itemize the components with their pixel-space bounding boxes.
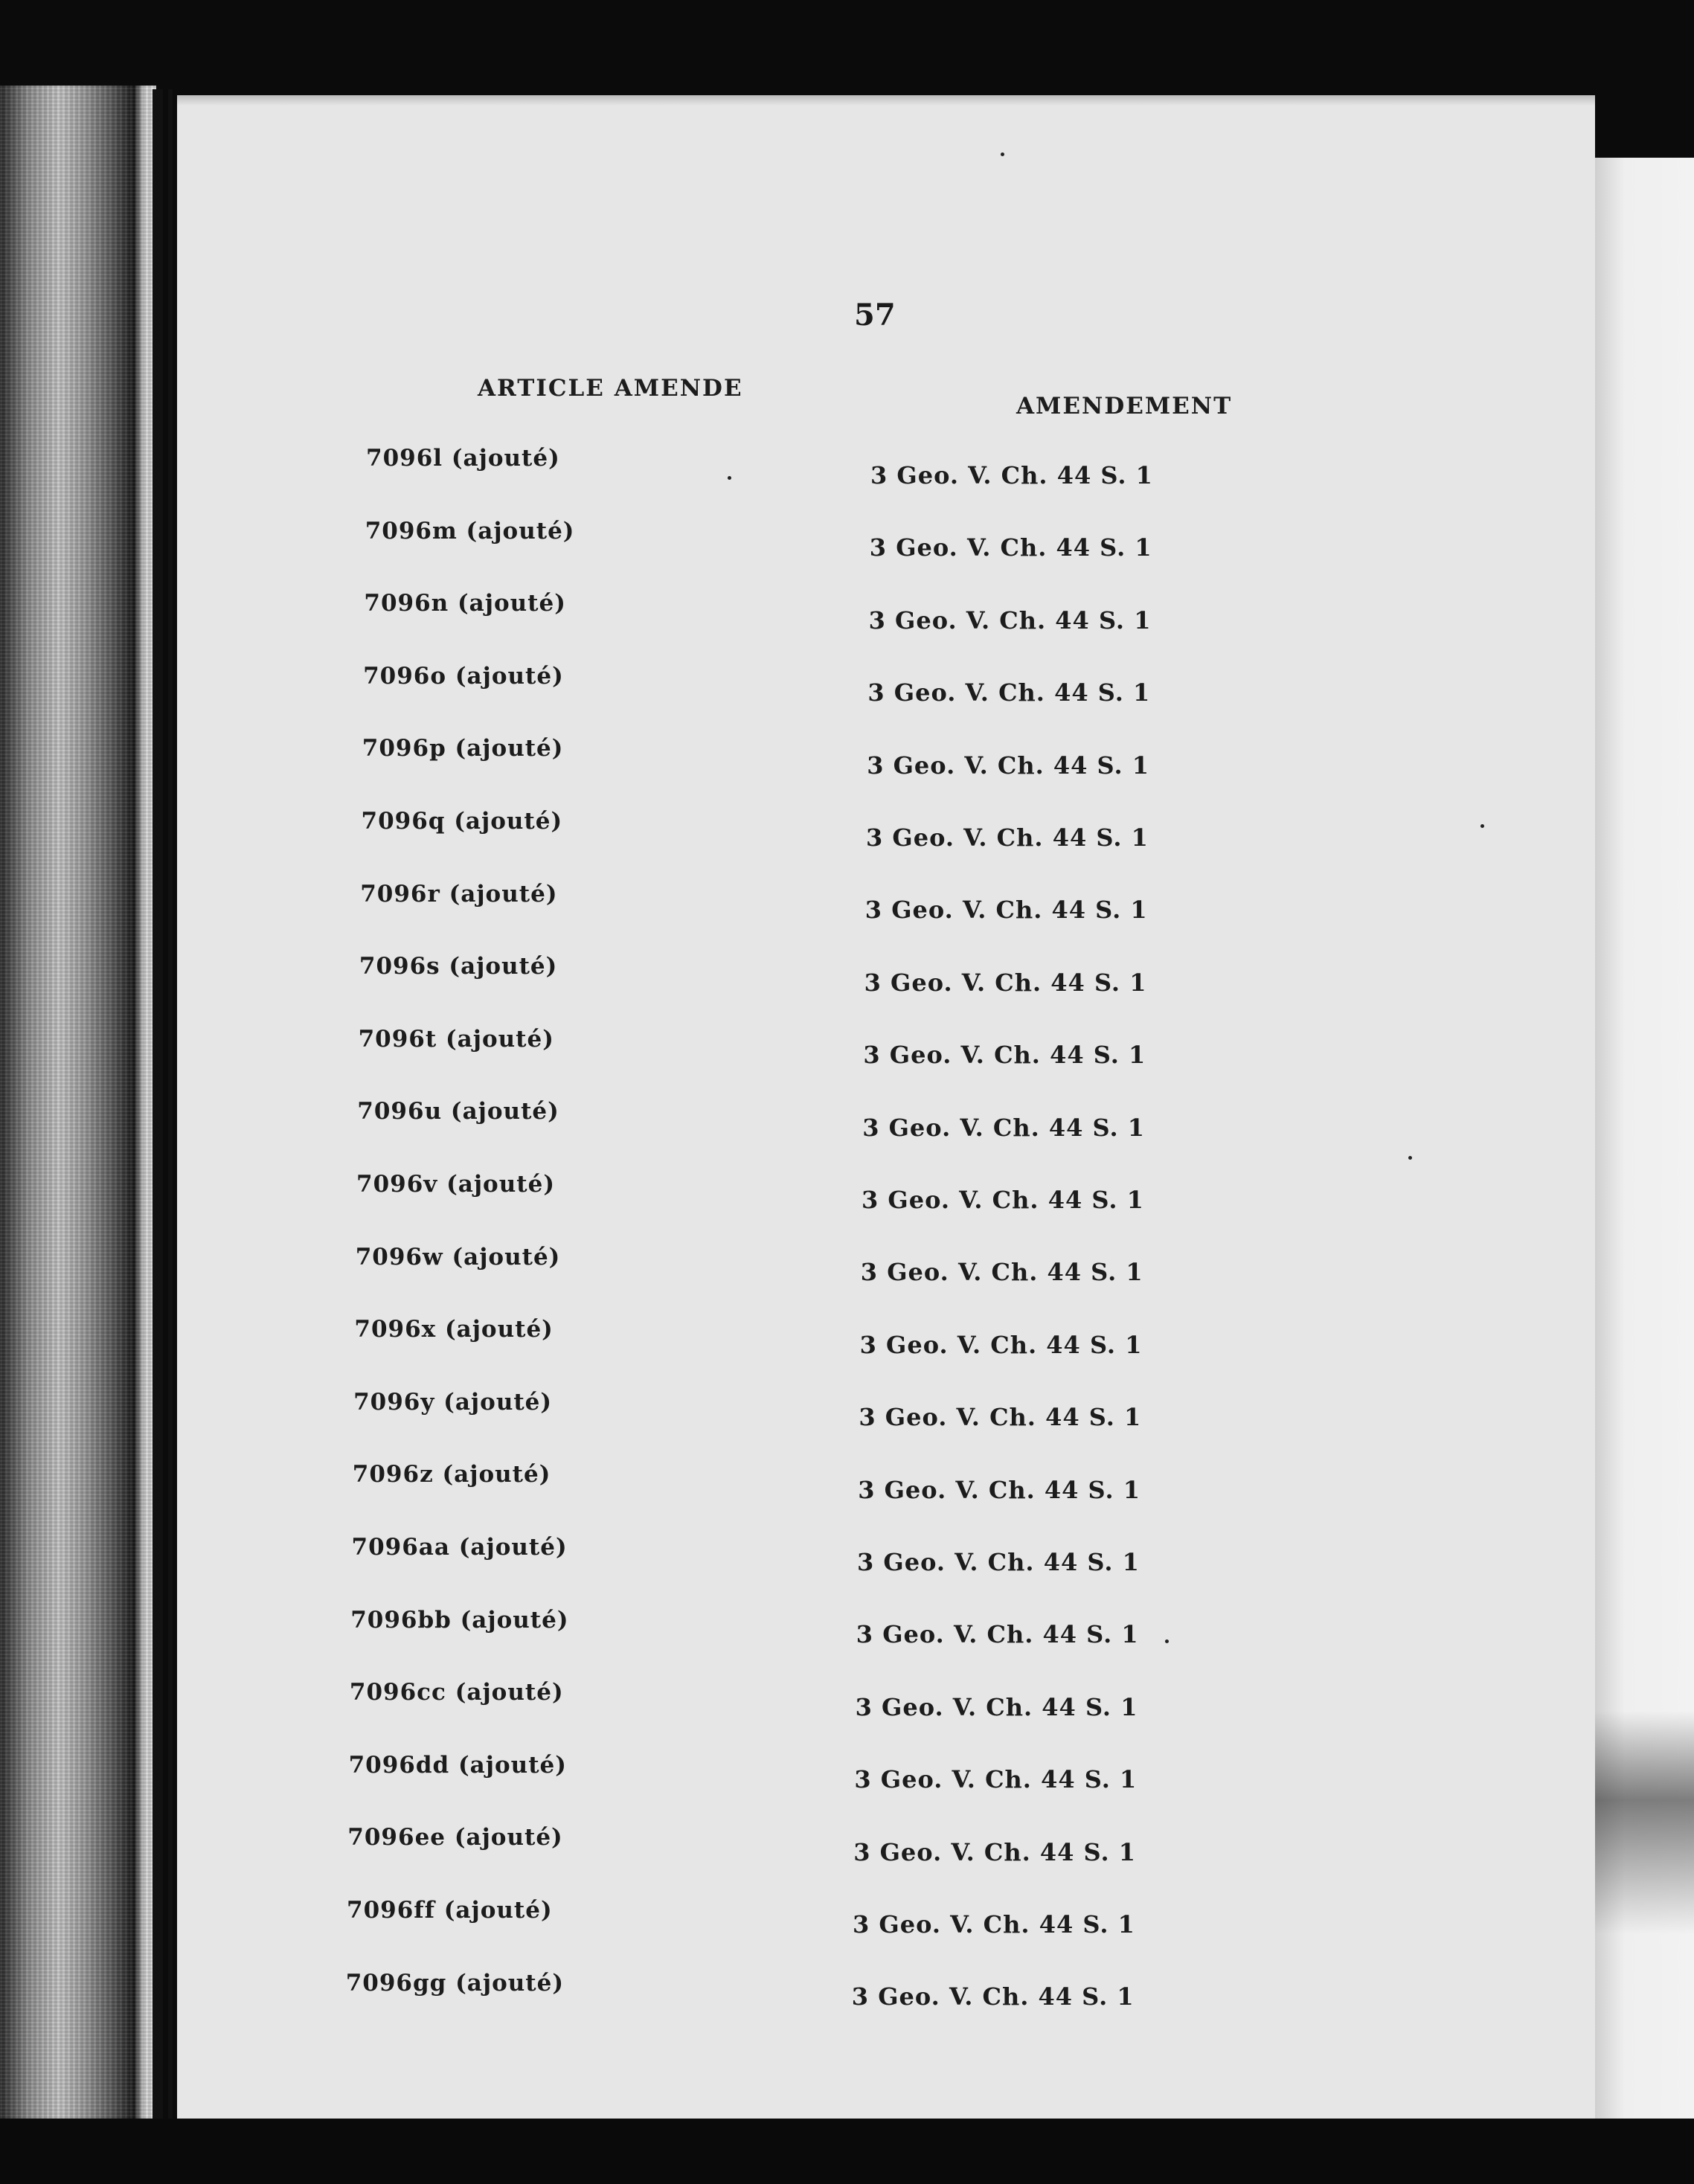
speck [1001, 152, 1004, 156]
page-number: 57 [854, 298, 896, 333]
article-cell: 7096o (ajouté) [363, 662, 564, 690]
article-cell: 7096s (ajouté) [359, 953, 558, 980]
spine-shadow [153, 89, 163, 2135]
article-cell: 7096y (ajouté) [353, 1388, 553, 1416]
amendment-cell: 3 Geo. V. Ch. 44 S. 1 [857, 1548, 1140, 1576]
amendment-cell: 3 Geo. V. Ch. 44 S. 1 [855, 1692, 1138, 1721]
book-edge [0, 86, 156, 2139]
amendment-cell: 3 Geo. V. Ch. 44 S. 1 [864, 968, 1147, 997]
amendment-cell: 3 Geo. V. Ch. 44 S. 1 [859, 1330, 1143, 1359]
article-cell: 7096n (ajouté) [364, 590, 566, 617]
amendment-cell: 3 Geo. V. Ch. 44 S. 1 [853, 1910, 1135, 1939]
article-cell: 7096q (ajouté) [361, 808, 563, 835]
speck [1165, 1639, 1169, 1643]
article-cell: 7096dd (ajouté) [348, 1751, 567, 1779]
amendment-cell: 3 Geo. V. Ch. 44 S. 1 [867, 751, 1150, 780]
amendment-cell: 3 Geo. V. Ch. 44 S. 1 [859, 1403, 1142, 1432]
amendment-cell: 3 Geo. V. Ch. 44 S. 1 [866, 823, 1149, 852]
article-cell: 7096p (ajouté) [362, 735, 564, 762]
amendment-cell: 3 Geo. V. Ch. 44 S. 1 [858, 1475, 1141, 1504]
article-cell: 7096gg (ajouté) [345, 1969, 565, 1997]
article-cell: 7096l (ajouté) [366, 445, 560, 472]
article-cell: 7096ee (ajouté) [347, 1824, 563, 1851]
amendment-cell: 3 Geo. V. Ch. 44 S. 1 [862, 1186, 1144, 1214]
amendment-cell: 3 Geo. V. Ch. 44 S. 1 [870, 461, 1153, 489]
facing-page-shadow [1595, 1711, 1694, 1934]
article-cell: 7096v (ajouté) [356, 1171, 555, 1198]
amendment-cell: 3 Geo. V. Ch. 44 S. 1 [856, 1620, 1139, 1649]
article-cell: 7096r (ajouté) [360, 880, 558, 908]
article-cell: 7096w (ajouté) [355, 1243, 561, 1271]
scan-bottom-edge [0, 2119, 1694, 2184]
amendment-cell: 3 Geo. V. Ch. 44 S. 1 [860, 1258, 1143, 1287]
amendment-cell: 3 Geo. V. Ch. 44 S. 1 [867, 678, 1151, 707]
speck [1408, 1156, 1412, 1160]
spine-shadow [168, 89, 173, 2135]
article-cell: 7096ff (ajouté) [347, 1897, 553, 1924]
amendment-cell: 3 Geo. V. Ch. 44 S. 1 [869, 533, 1152, 562]
amendment-cell: 3 Geo. V. Ch. 44 S. 1 [863, 1041, 1146, 1070]
page-top-shadow [177, 95, 1595, 106]
article-cell: 7096m (ajouté) [365, 517, 575, 545]
article-cell: 7096cc (ajouté) [349, 1679, 564, 1706]
amendment-cell: 3 Geo. V. Ch. 44 S. 1 [864, 896, 1148, 925]
amendment-cell: 3 Geo. V. Ch. 44 S. 1 [868, 606, 1152, 635]
article-cell: 7096t (ajouté) [358, 1025, 554, 1053]
header-article: ARTICLE AMENDE [478, 375, 743, 402]
amendment-cell: 3 Geo. V. Ch. 44 S. 1 [851, 1982, 1135, 2011]
header-amendment: AMENDEMENT [1016, 393, 1233, 420]
amendment-cell: 3 Geo. V. Ch. 44 S. 1 [862, 1113, 1146, 1142]
speck [1480, 824, 1484, 828]
article-cell: 7096u (ajouté) [357, 1098, 559, 1125]
amendment-cell: 3 Geo. V. Ch. 44 S. 1 [854, 1765, 1138, 1794]
article-cell: 7096x (ajouté) [354, 1316, 554, 1343]
speck [728, 476, 731, 480]
article-cell: 7096aa (ajouté) [351, 1534, 568, 1561]
article-cell: 7096bb (ajouté) [350, 1606, 569, 1634]
amendment-cell: 3 Geo. V. Ch. 44 S. 1 [853, 1837, 1137, 1866]
article-cell: 7096z (ajouté) [352, 1461, 551, 1488]
